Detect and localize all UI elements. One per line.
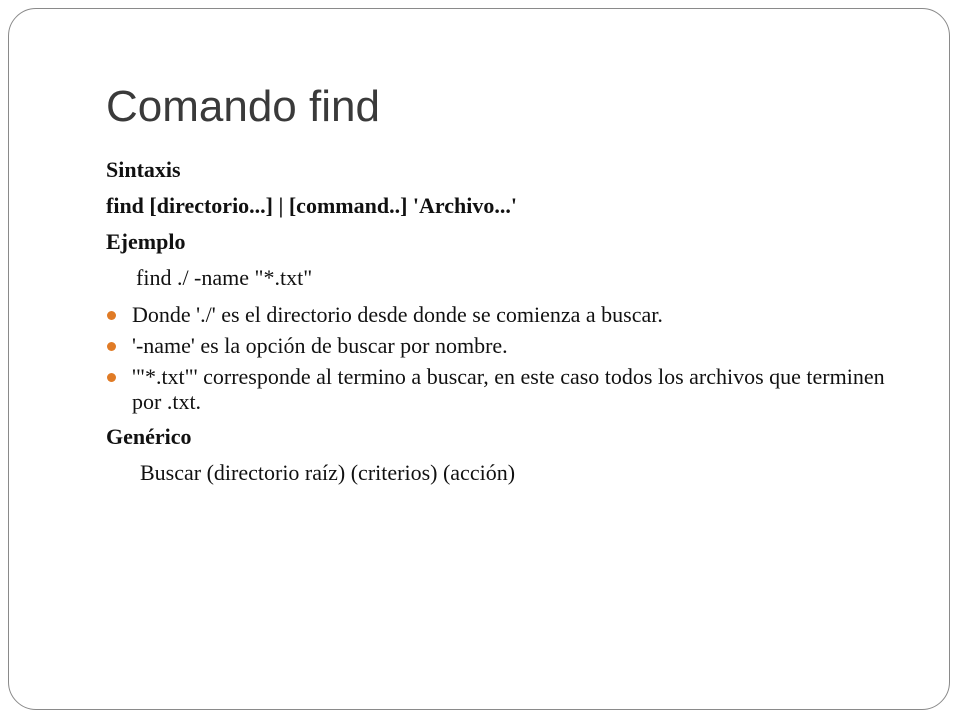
- slide-title: Comando find: [106, 82, 380, 131]
- ejemplo-heading: Ejemplo: [106, 229, 186, 254]
- generico-heading: Genérico: [106, 424, 192, 449]
- bullet-item: [106, 302, 906, 327]
- bullet-item: [106, 333, 906, 358]
- sintaxis-line: find [directorio...] | [command..] 'Archivo...': [106, 193, 517, 218]
- bullet-dot-icon: [107, 373, 116, 382]
- bullet-text: '-name' es la opción de buscar por nombre.: [132, 333, 508, 358]
- ejemplo-line: find ./ -name "*.txt": [136, 265, 313, 290]
- bullet-text: '"*.txt"' corresponde al termino a buscar, en este caso todos los archivos que terminen por .txt.: [132, 364, 885, 414]
- generico-line: Buscar (directorio raíz) (criterios) (acción): [140, 460, 516, 485]
- bullet-text: Donde './' es el directorio desde donde se comienza a buscar.: [132, 302, 663, 327]
- bullet-dot-icon: [107, 342, 116, 351]
- bullet-dot-icon: [107, 311, 116, 320]
- sintaxis-heading: Sintaxis: [106, 157, 181, 182]
- bullet-item: [106, 364, 906, 414]
- slide-body: [106, 152, 906, 491]
